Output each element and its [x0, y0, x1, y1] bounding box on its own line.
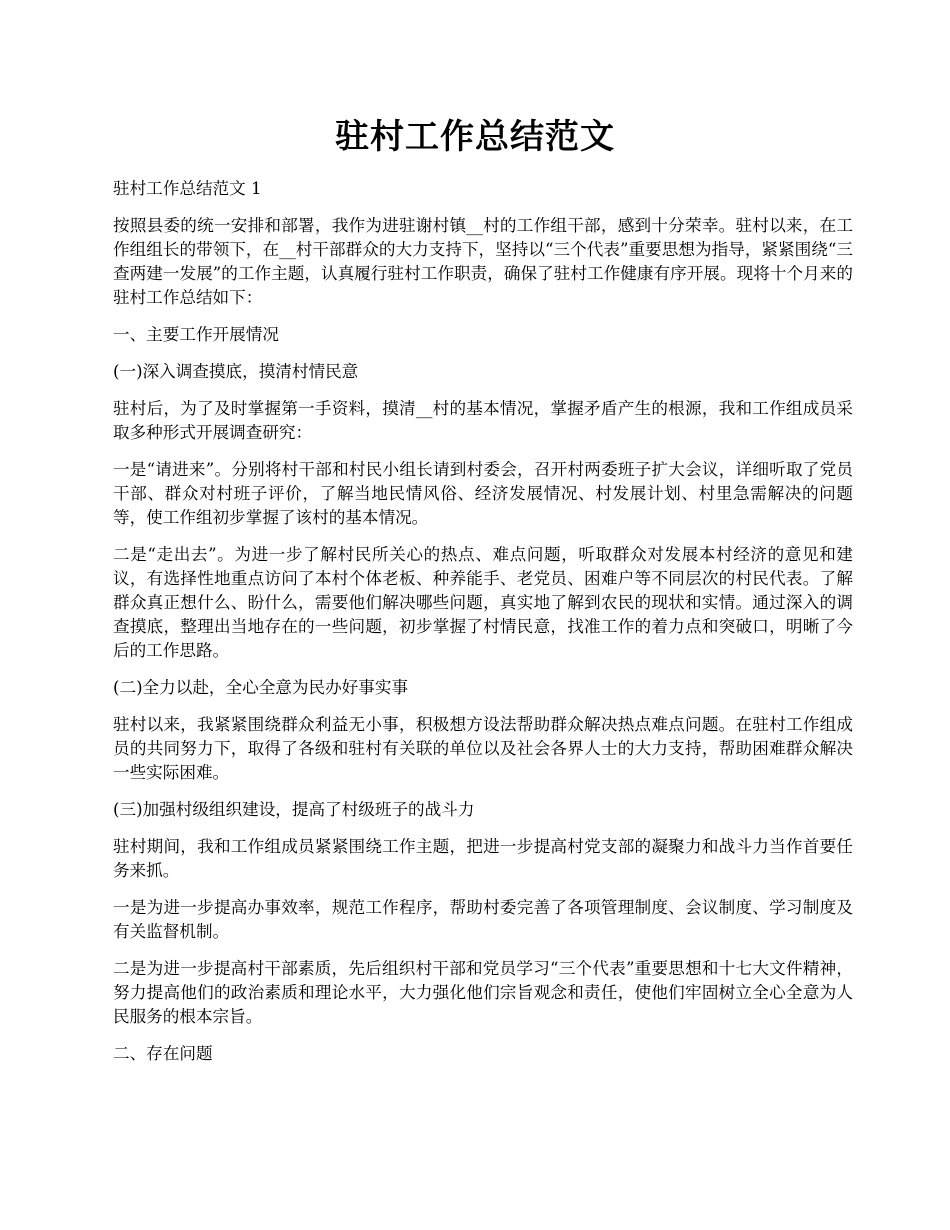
subsection-heading-3: (三)加强村级组织建设，提高了村级班子的战斗力: [113, 800, 475, 819]
paragraph-efficiency: 一是为进一步提高办事效率，规范工作程序，帮助村委完善了各项管理制度、会议制度、学习制度及有关监督机制。: [113, 898, 853, 941]
paragraph-intro: 按照县委的统一安排和部署，我作为进驻谢村镇__村的工作组干部，感到十分荣幸。驻村以来，在工作组组长的带领下，在__村干部群众的大力支持下，坚持以“三个代表”重要思想为指导，紧紧围绕“三查两建一发展”的工作主题，认真履行驻村工作职责，确保了驻村工作健康有序开展。现将十个月来的驻村工作总结如下：: [113, 216, 853, 307]
subsection-heading-2: (二)全力以赴，全心全意为民办好事实事: [113, 678, 409, 697]
paragraph-good-deeds: 驻村以来，我紧紧围绕群众利益无小事，积极想方设法帮助群众解决热点难点问题。在驻村工作组成员的共同努力下，取得了各级和驻村有关联的单位以及社会各界人士的大力支持，帮助困难群众解决一些实际困难。: [113, 715, 853, 782]
paragraph-go-out: 二是“走出去”。为进一步了解村民所关心的热点、难点问题，听取群众对发展本村经济的意见和建议，有选择性地重点访问了本村个体老板、种养能手、老党员、困难户等不同层次的村民代表。了解群众真正想什么、盼什么，需要他们解决哪些问题，真实地了解到农民的现状和实情。通过深入的调查摸底，整理出当地存在的一些问题，初步掌握了村情民意，找准工作的着力点和突破口，明晰了今后的工作思路。: [113, 545, 853, 660]
paragraph-organization: 驻村期间，我和工作组成员紧紧围绕工作主题，把进一步提高村党支部的凝聚力和战斗力当作首要任务来抓。: [113, 837, 853, 880]
document-subtitle: 驻村工作总结范文 1: [113, 179, 262, 198]
paragraph-investigation: 驻村后，为了及时掌握第一手资料，摸清__村的基本情况，掌握矛盾产生的根源，我和工作组成员采取多种形式开展调查研究：: [113, 399, 853, 442]
section-heading-problems: 二、存在问题: [113, 1044, 213, 1063]
paragraph-invite-in: 一是“请进来”。分别将村干部和村民小组长请到村委会，召开村两委班子扩大会议，详细听取了党员干部、群众对村班子评价，了解当地民情风俗、经济发展情况、村发展计划、村里急需解决的问题等，使工作组初步掌握了该村的基本情况。: [113, 460, 853, 527]
subsection-heading-1: (一)深入调查摸底，摸清村情民意: [113, 362, 359, 381]
document-body: [113, 177, 853, 1079]
section-heading-main-work: 一、主要工作开展情况: [113, 325, 279, 344]
document-title: 驻村工作总结范文: [335, 117, 615, 157]
paragraph-cadre-quality: 二是为进一步提高村干部素质，先后组织村干部和党员学习“三个代表”重要思想和十七大文件精神，努力提高他们的政治素质和理论水平，大力强化他们宗旨观念和责任，使他们牢固树立全心全意为人民服务的根本宗旨。: [113, 959, 853, 1026]
